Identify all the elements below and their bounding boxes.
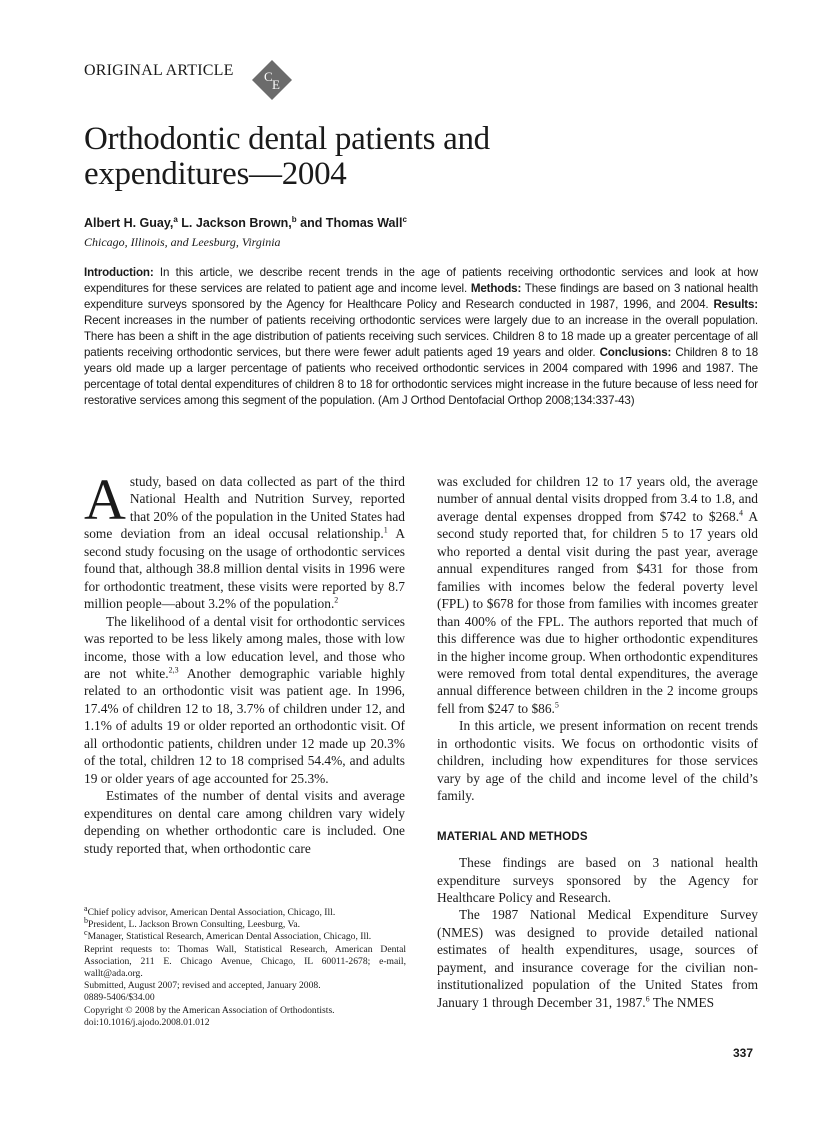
author-sup: b: [291, 214, 297, 224]
author-name: and Thomas Wall: [296, 216, 403, 230]
section-heading: MATERIAL AND METHODS: [437, 830, 588, 843]
author-list: [84, 216, 407, 230]
citation: 2: [334, 595, 339, 605]
reprint-info: Reprint requests to: Thomas Wall, Statistical Research, American Dental Association, 211 E. Chicago Avenue, Chicago, IL 60011-2678; e-mail, wallt@ada.org.: [84, 943, 406, 980]
citation: 6: [645, 994, 650, 1004]
text: The 1987 National Medical Expenditure Survey (NMES) was designed to provide detailed national estimates of health expenditures, usage, sources of payment, and insurance coverage for the civilian non-institutionalized population of the United States from January 1 through December 31, 1987.: [437, 907, 758, 1010]
footnotes: [84, 903, 406, 1029]
paragraph: [84, 467, 405, 613]
text: study, based on data collected as part of the third National Health and Nutrition Survey, reported that 20% of the population in the United States had some deviation from an ideal occusal relationship.: [84, 474, 405, 542]
author-sup: a: [173, 214, 178, 224]
citation: 5: [554, 700, 559, 710]
footnote: [84, 903, 406, 919]
footnote-mark: b: [84, 916, 88, 926]
author-sup: c: [402, 214, 407, 224]
footnote-mark: a: [84, 903, 88, 913]
footnote-text: President, L. Jackson Brown Consulting, Leesburg, Va.: [88, 919, 301, 931]
paragraph: In this article, we present information on recent trends in orthodontic visits. We focus on orthodontic visits of children, including how expenditures for those services vary by age of the child and income level of the child’s family.: [437, 718, 758, 804]
footnote-text: Chief policy advisor, American Dental Association, Chicago, Ill.: [87, 907, 336, 918]
abstract-text: These findings are based on 3 national health expenditure surveys sponsored by the Agency for Healthcare Policy and Research conducted in 1987, 1996, and 2004.: [84, 282, 759, 311]
citation: 1: [383, 525, 388, 535]
issn-price: 0889-5406/$34.00: [84, 992, 155, 1004]
footnote-text: Manager, Statistical Research, American Dental Association, Chicago, Ill.: [87, 931, 372, 943]
submission-dates: Submitted, August 2007; revised and accepted, January 2008.: [84, 980, 321, 992]
abstract-label: Results:: [713, 298, 758, 311]
article-type-label: ORIGINAL ARTICLE: [84, 62, 234, 79]
doi: doi:10.1016/j.ajodo.2008.01.012: [84, 1016, 210, 1028]
footnote-mark: c: [84, 928, 88, 938]
text: Another demographic variable highly related to an orthodontic visit was patient age. In 1996, 17.4% of children 12 to 18, 3.7% of children under 12, and 1.1% of adults 19 or older reported an orthodontic visit. Of all orthodontic patients, children under 12 made up 20.3% of the total, children 12 to 18 comprised 54.4%, and adults 19 or older years of age accounted for 25.3%.: [84, 665, 405, 786]
footnote: [84, 928, 406, 943]
drop-cap: A: [84, 467, 126, 532]
footnote: [84, 916, 406, 931]
paragraph: Estimates of the number of dental visits and average expenditures on dental care among children vary widely depending on whether orthodontic care is included. One study reported that, when orthodontic care: [84, 788, 405, 856]
author-name: L. Jackson Brown,: [177, 216, 292, 230]
body-column-right: [437, 473, 758, 1011]
paragraph: [437, 906, 758, 1011]
abstract-label: Introduction:: [84, 266, 154, 279]
abstract-text: Recent increases in the number of patients receiving orthodontic services were largely due to an increase in the overall population. There has been a shift in the age distribution of patients receiving such services. Children 8 to 18 made up a greater percentage of all patients receiving orthodontic services, but there were fewer adult patients aged 19 years and older.: [84, 314, 758, 359]
citation: 4: [739, 508, 744, 518]
body-column-left: [84, 467, 405, 857]
title-line-2: expenditures—2004: [84, 156, 347, 192]
abstract-text: Children 8 to 18 years old made up a larger percentage of patients who received orthodontic services in 2004 compared with 1996 and 1987. The percentage of total dental expenditures of children 8 to 18 for orthodontic services might increase in the future because of less need for restorative services among this segment of the population. (Am J Orthod Dentofacial Orthop 2008;134:337-43): [84, 346, 758, 407]
copyright: Copyright © 2008 by the American Association of Orthodontists.: [84, 1004, 335, 1016]
text: The NMES: [649, 994, 715, 1010]
abstract-label: Conclusions:: [599, 346, 672, 359]
paragraph: [84, 613, 405, 788]
abstract: [84, 265, 758, 409]
paragraph: [437, 473, 758, 717]
svg-text:E: E: [272, 77, 280, 92]
title-line-1: Orthodontic dental patients and: [84, 121, 490, 157]
affiliation: Chicago, Illinois, and Leesburg, Virginia: [84, 235, 281, 249]
page-number: 337: [733, 1046, 754, 1060]
text: The likelihood of a dental visit for orthodontic services was reported to be less likely among males, those with low income, those with a low education level, and those who are not white.: [84, 613, 405, 681]
article-title: [84, 122, 490, 192]
abstract-text: In this article, we describe recent trends in the age of patients receiving orthodontic services and look at how expenditures for these services are related to patient age and income level.: [84, 266, 758, 295]
text: A second study reported that, for children 5 to 17 years old who reported a dental visit during the past year, average annual expenditures ranged from $431 for those from families with incomes below the federal poverty level (FPL) to $678 for those from families with incomes greater than 400% of the FPL. The authors reported that much of this difference was due to higher orthodontic expenditures in the higher income group. When orthodontic expenditures were removed from total dental expenditures, the average annual difference between children in the 2 income groups fell from $247 to $86.: [437, 508, 758, 716]
text: A second study focusing on the usage of orthodontic services found that, although 38.8 million dental visits in 1996 were for orthodontic treatment, these visits were reported by 8.7 million people—about 3.2% of the population.: [84, 526, 405, 612]
citation: 2,3: [168, 665, 179, 675]
author-name: Albert H. Guay,: [84, 216, 174, 230]
paragraph: These findings are based on 3 national health expenditure surveys sponsored by the Agency for Healthcare Policy and Research.: [437, 855, 758, 905]
text: was excluded for children 12 to 17 years old, the average number of annual dental visits dropped from 3.4 to 1.8, and average dental expenses dropped from $742 to $268.: [437, 474, 758, 524]
svg-text:C: C: [264, 69, 273, 84]
abstract-label: Methods:: [470, 282, 522, 295]
ce-badge-icon: [252, 60, 292, 100]
